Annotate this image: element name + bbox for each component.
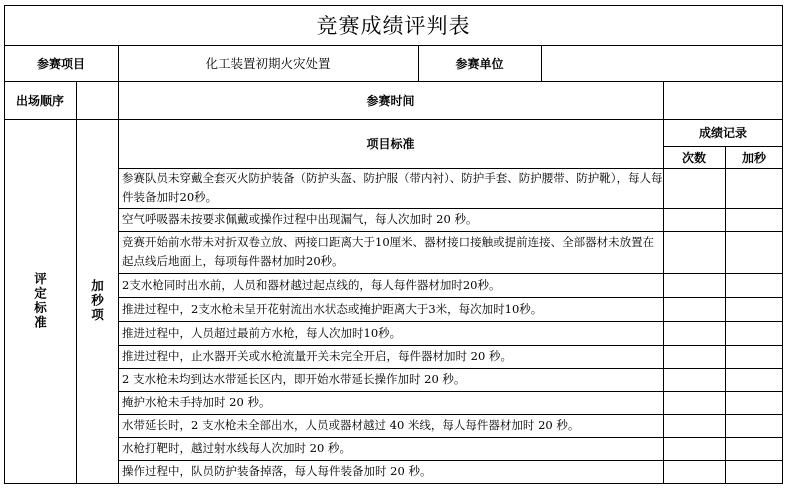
time-label: 参赛时间: [366, 93, 415, 108]
criteria-item: 2支水枪同时出水前，人员和器材越过起点线的，每人每件器材加时20秒。: [122, 277, 501, 292]
project-value: 化工装置初期火灾处置: [205, 56, 331, 71]
criteria-item: 空气呼吸器未按要求佩戴或操作过程中出现漏气，每人次加时 20 秒。: [122, 212, 478, 226]
unit-value-field[interactable]: [541, 45, 783, 81]
criteria-item: 操作过程中，队员防护装备掉落，每人每件装备加时 20 秒。: [122, 464, 432, 478]
score-record-header: 成绩记录: [698, 126, 747, 140]
time-value-field[interactable]: [663, 81, 783, 119]
criteria-item: 推进过程中，人员超过最前方水枪，每人次加时10秒。: [122, 325, 402, 340]
criteria-section-label: 评定标准: [32, 272, 48, 330]
border-line: [725, 146, 726, 484]
page-title: 竞赛成绩评判表: [316, 14, 471, 38]
border-line: [4, 483, 783, 484]
unit-label: 参赛单位: [455, 56, 504, 71]
criteria-item: 水枪打靶时，越过射水线每人次加时 20 秒。: [122, 441, 351, 455]
seconds-header: 加秒: [741, 150, 766, 165]
item-standard-header: 项目标准: [366, 137, 415, 151]
criteria-item: 竞赛开始前水带未对折双卷立放、两接口距离大于10厘米、器材接口接触或提前连接、全部器材未放置在起点线后地面上，每项每件器材加时20秒。: [122, 235, 655, 268]
penalty-group-label-cell: [76, 119, 118, 483]
criteria-item: 推进过程中，止水器开关或水枪流量开关未完全开启，每件器材加时 20 秒。: [122, 349, 512, 363]
project-label: 参赛项目: [36, 56, 85, 71]
criteria-item: 水带延长时，2 支水枪未全部出水，人员或器材越过 40 米线，每人每件器材加时 20 秒。: [122, 418, 580, 432]
count-header: 次数: [681, 150, 706, 165]
criteria-item: 推进过程中，2支水枪未呈开花射流出水状态或掩护距离大于3米，每次加时10秒。: [122, 301, 543, 316]
criteria-item: 掩护水枪未手持加时 20 秒。: [122, 395, 271, 409]
criteria-item: 2 支水枪未均到达水带延长区内，即开始水带延长操作加时 20 秒。: [122, 372, 466, 386]
criteria-section-label-cell: [4, 119, 76, 483]
penalty-group-label: 加秒项: [89, 279, 105, 323]
order-label: 出场顺序: [15, 93, 64, 108]
criteria-item: 参赛队员未穿戴全套灭火防护装备（防护头盔、防护服（带内衬）、防护手套、防护腰带、防护靴），每人每件装备加时20秒。: [122, 171, 663, 204]
score-sheet-table: [4, 5, 783, 484]
order-value-field[interactable]: [76, 81, 118, 119]
